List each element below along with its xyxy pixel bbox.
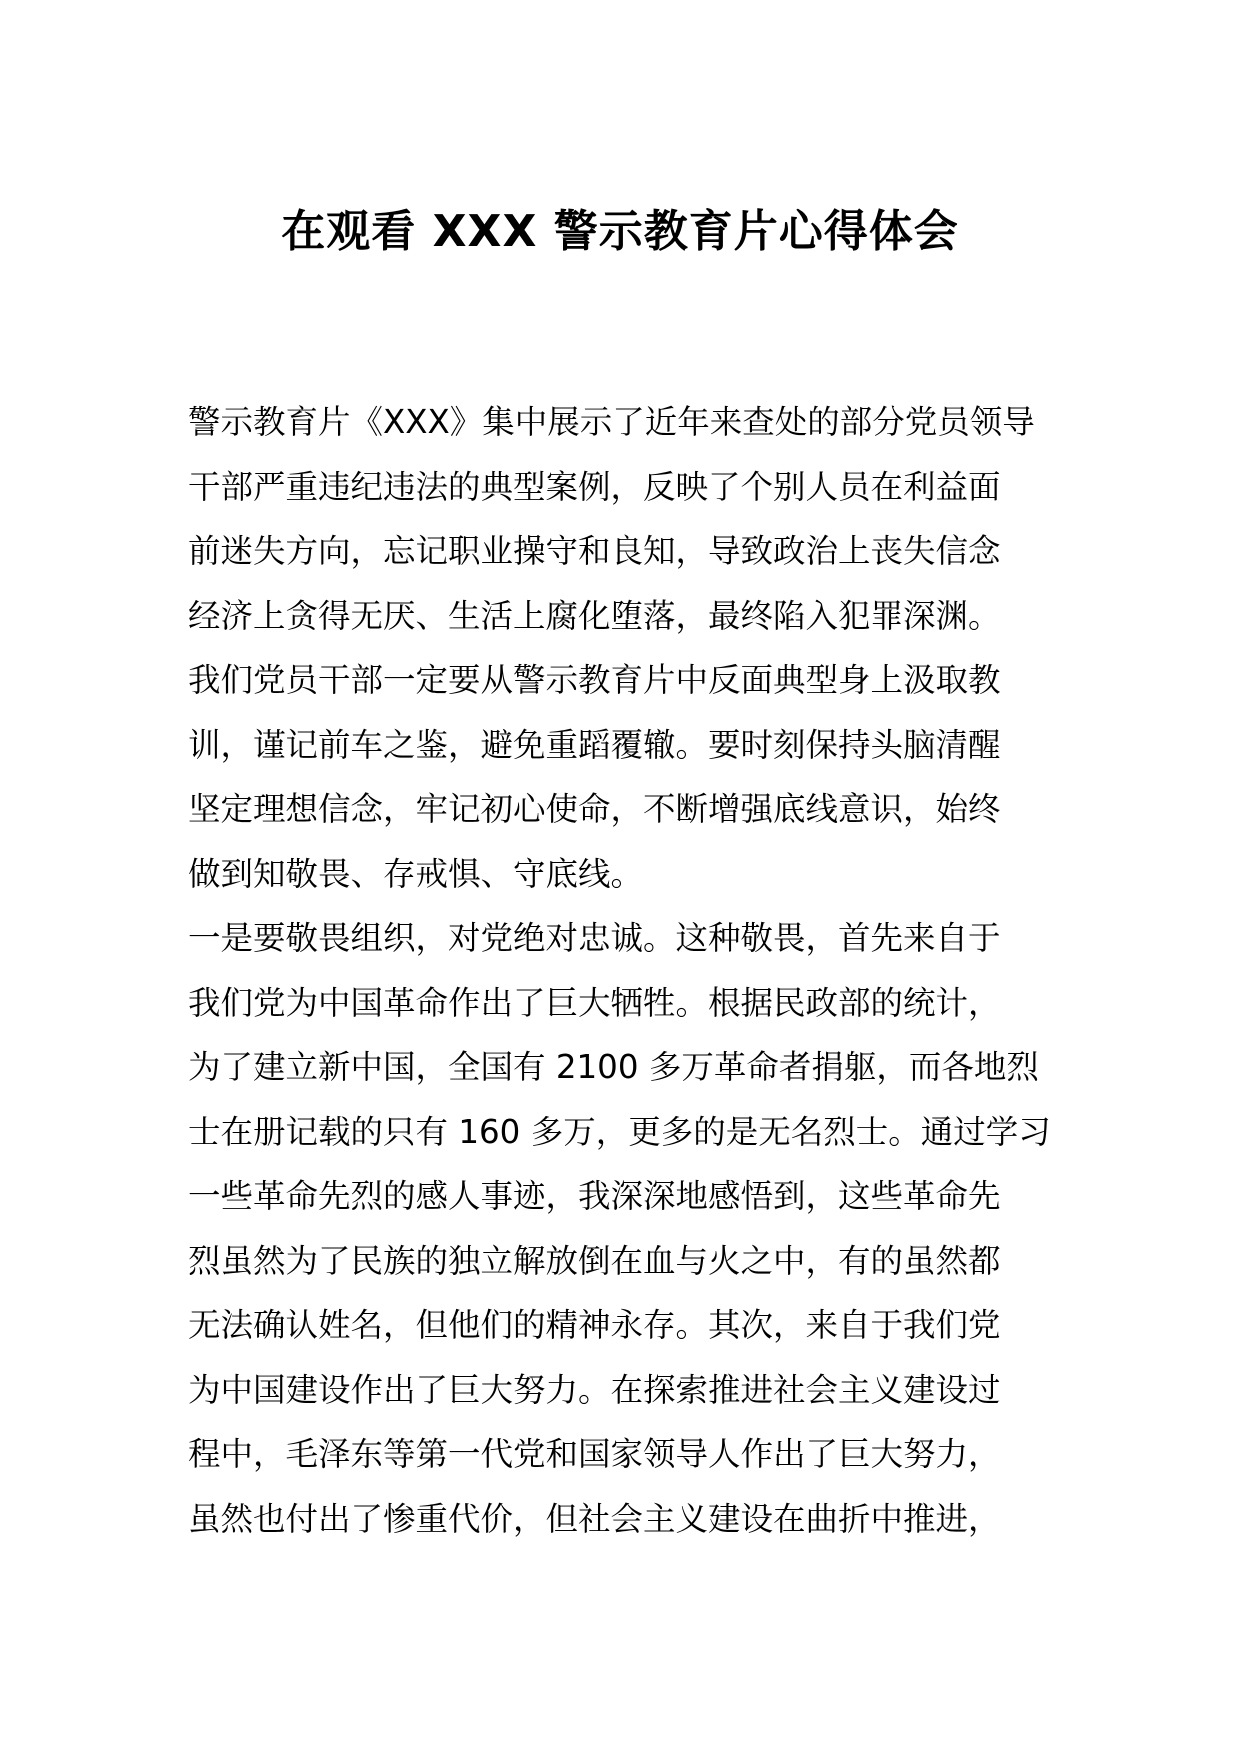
body-line: 训，谨记前车之鉴，避免重蹈覆辙。要时刻保持头脑清醒 bbox=[188, 725, 1001, 764]
body-line: 一些革命先烈的感人事迹，我深深地感悟到，这些革命先 bbox=[188, 1177, 1001, 1215]
body-line: 烈虽然为了民族的独立解放倒在血与火之中，有的虽然都 bbox=[188, 1241, 1001, 1280]
body-line: 坚定理想信念，牢记初心使命，不断增强底线意识，始终 bbox=[188, 790, 1001, 828]
body-line: 士在册记载的只有 160 多万，更多的是无名烈士。通过学习 bbox=[188, 1112, 1051, 1151]
body-line: 为了建立新中国，全国有 2100 多万革命者捐躯，而各地烈 bbox=[188, 1048, 1039, 1086]
body-line: 虽然也付出了惨重代价，但社会主义建设在曲折中推进， bbox=[188, 1499, 1001, 1538]
body-line: 我们党员干部一定要从警示教育片中反面典型身上汲取教 bbox=[188, 661, 1001, 699]
body-line: 前迷失方向，忘记职业操守和良知，导致政治上丧失信念 bbox=[188, 532, 1001, 570]
document-title: 在观看 XXX 警示教育片心得体会 bbox=[281, 206, 959, 257]
body-line: 无法确认姓名，但他们的精神永存。其次，来自于我们党 bbox=[188, 1306, 1001, 1344]
body-line: 经济上贪得无厌、生活上腐化堕落，最终陷入犯罪深渊。 bbox=[188, 596, 1001, 635]
body-line: 程中，毛泽东等第一代党和国家领导人作出了巨大努力， bbox=[188, 1435, 1001, 1473]
body-line: 一是要敬畏组织，对党绝对忠诚。这种敬畏，首先来自于 bbox=[188, 919, 1001, 957]
document-body bbox=[188, 390, 1058, 1551]
body-line: 警示教育片《XXX》集中展示了近年来查处的部分党员领导 bbox=[188, 403, 1035, 441]
body-line: 为中国建设作出了巨大努力。在探索推进社会主义建设过 bbox=[188, 1370, 1001, 1409]
body-line: 我们党为中国革命作出了巨大牺牲。根据民政部的统计， bbox=[188, 983, 1001, 1022]
body-line: 干部严重违纪违法的典型案例，反映了个别人员在利益面 bbox=[188, 467, 1001, 506]
body-line: 做到知敬畏、存戒惧、守底线。 bbox=[188, 854, 644, 893]
